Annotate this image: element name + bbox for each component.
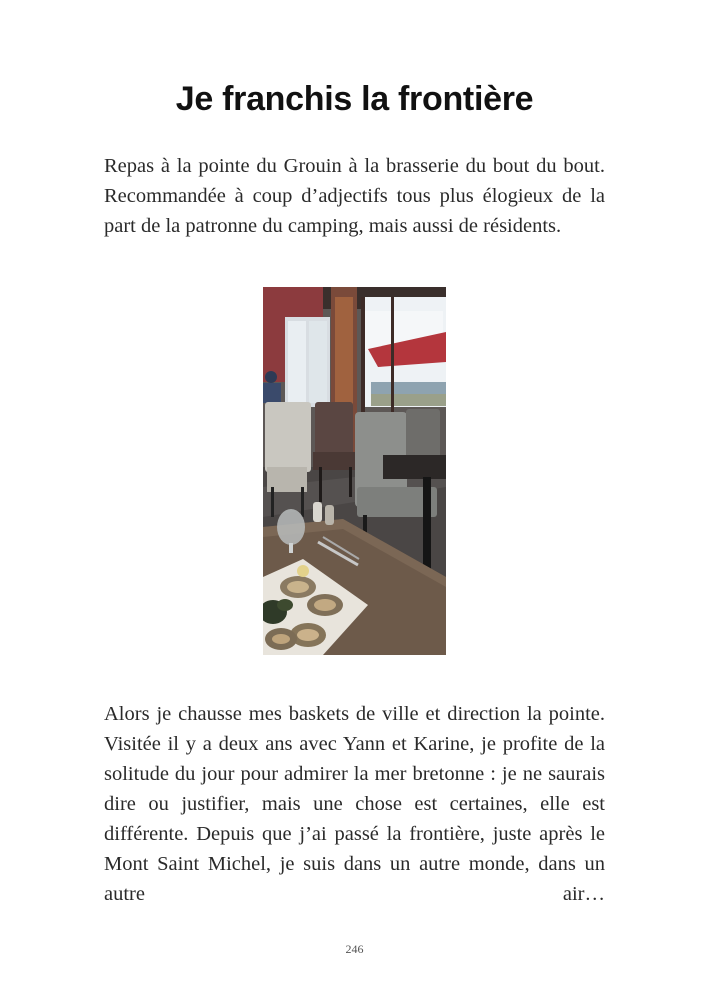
restaurant-photo bbox=[263, 287, 446, 655]
page-number: 246 bbox=[345, 942, 364, 956]
paragraph-intro: Repas à la pointe du Grouin à la brasserie du bout du bout. Recommandée à coup d’adjectifs tous plus élogieux de la part de la patronne du camping, mais aussi de résidents. bbox=[104, 155, 605, 237]
paragraph-walk: Alors je chausse mes baskets de ville et direction la pointe. Visitée il y a deux ans avec Yann et Karine, je profite de la solitude du jour pour admirer la mer bretonne : je ne saurais dire ou justifier, mais une chose est certaines, elle est différente. Depuis que j’ai passé la frontière, juste après le Mont Saint Michel, je suis dans un autre monde, dans un autre air… bbox=[104, 703, 605, 905]
page-title: Je franchis la frontière bbox=[175, 80, 534, 118]
